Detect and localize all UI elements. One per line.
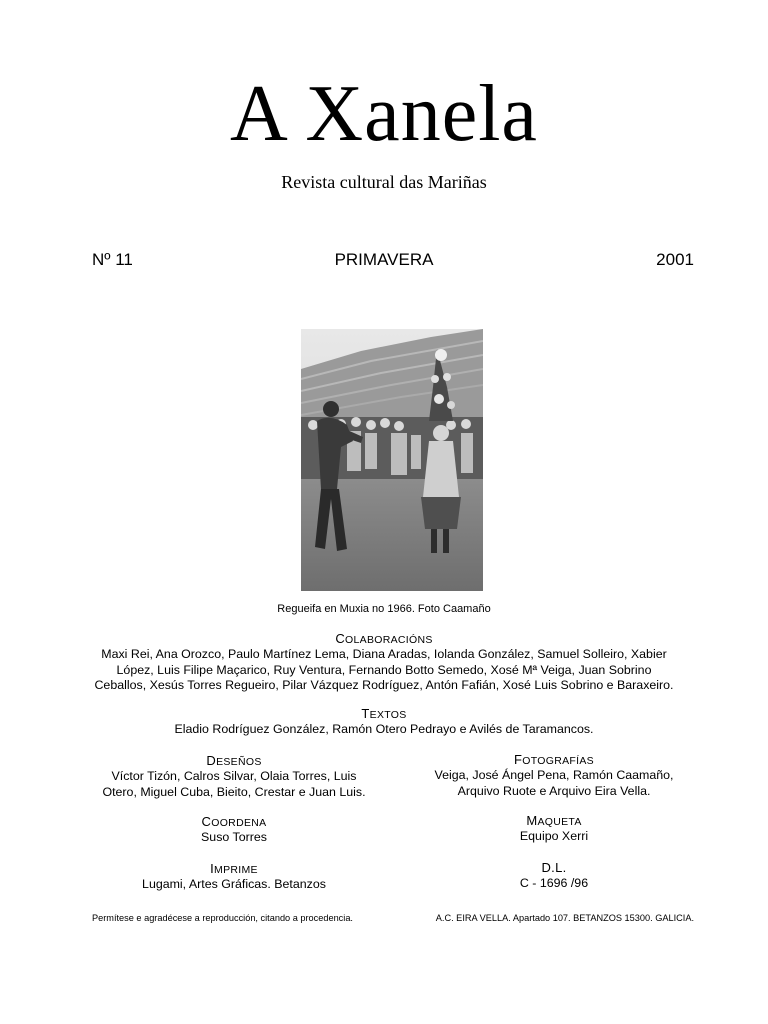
coordena-heading xyxy=(84,814,384,831)
magazine-subtitle: Revista cultural das Mariñas xyxy=(281,172,487,192)
heading-rest: EXTOS xyxy=(369,709,407,721)
colaboracions-line: López, Luis Filipe Maçarico, Ruy Ventura, Fernando Botto Semedo, Xosé Mª Veiga, Juan Sobrino xyxy=(116,662,652,677)
dl-list xyxy=(404,876,704,892)
heading-initial: I xyxy=(210,861,215,876)
issue-number: Nº 11 xyxy=(92,250,133,269)
coordena-line: Suso Torres xyxy=(201,830,267,844)
desenos-heading xyxy=(84,753,384,770)
issue-year: 2001 xyxy=(656,250,694,269)
heading-rest: OLABORACIÓNS xyxy=(345,634,433,646)
heading-rest: OORDENA xyxy=(211,817,267,829)
maqueta-list xyxy=(404,829,704,845)
photo-caption: Regueifa en Muxia no 1966. Foto Caamaño xyxy=(277,603,491,615)
issue-season: PRIMAVERA xyxy=(334,250,434,269)
heading-initial: M xyxy=(526,813,538,828)
heading-initial: C xyxy=(201,814,212,829)
desenos-line: Otero, Miguel Cuba, Bieito, Crestar e Juan Luis. xyxy=(102,784,366,799)
colaboracions-heading xyxy=(0,631,768,648)
textos-heading xyxy=(0,706,768,723)
colaboracions-line: Ceballos, Xesús Torres Regueiro, Pilar Vázquez Rodríguez, Antón Fafián, Xosé Luis Sobrino e Baraxeiro. xyxy=(94,678,674,692)
textos-list xyxy=(0,722,768,738)
heading-initial: D xyxy=(206,753,217,768)
heading-initial: T xyxy=(361,706,370,721)
heading-initial: F xyxy=(514,752,523,767)
heading-rest: OTOGRAFÍAS xyxy=(522,755,594,767)
heading-initial: D.L. xyxy=(541,860,567,875)
desenos-line: Víctor Tizón, Calros Silvar, Olaia Torres, Luis xyxy=(111,769,357,783)
fotografias-line: Veiga, José Ángel Pena, Ramón Caamaño, xyxy=(434,768,674,782)
fotografias-heading xyxy=(404,752,704,769)
colaboracions-line: Maxi Rei, Ana Orozco, Paulo Martínez Lema, Diana Aradas, Iolanda González, Samuel Solleiro, Xabier xyxy=(101,647,667,661)
heading-rest: ESEÑOS xyxy=(216,756,262,768)
maqueta-line: Equipo Xerri xyxy=(519,829,589,843)
dl-line: C - 1696 /96 xyxy=(519,876,589,890)
imprime-list xyxy=(84,877,384,893)
maqueta-heading xyxy=(404,813,704,830)
imprime-line: Lugami, Artes Gráficas. Betanzos xyxy=(142,877,326,891)
heading-rest: MPRIME xyxy=(214,864,258,876)
cover-photo xyxy=(301,329,483,591)
heading-initial: C xyxy=(335,631,346,646)
cover-photo-illustration xyxy=(301,329,483,591)
heading-rest: AQUETA xyxy=(537,816,582,828)
desenos-list xyxy=(84,769,384,800)
colaboracions-list xyxy=(0,647,768,694)
footer-reproduction-note: Permítese e agradécese a reproducción, citando a procedencia. xyxy=(92,913,353,923)
textos-line: Eladio Rodríguez González, Ramón Otero Pedrayo e Avilés de Taramancos. xyxy=(174,722,594,736)
fotografias-line: Arquivo Ruote e Arquivo Eira Vella. xyxy=(457,783,651,798)
imprime-heading xyxy=(84,861,384,878)
footer-address: A.C. EIRA VELLA. Apartado 107. BETANZOS 15300. GALICIA. xyxy=(435,913,694,923)
coordena-list xyxy=(84,830,384,846)
magazine-title: A Xanela xyxy=(230,70,538,158)
dl-heading xyxy=(404,860,704,877)
fotografias-list xyxy=(404,768,704,799)
